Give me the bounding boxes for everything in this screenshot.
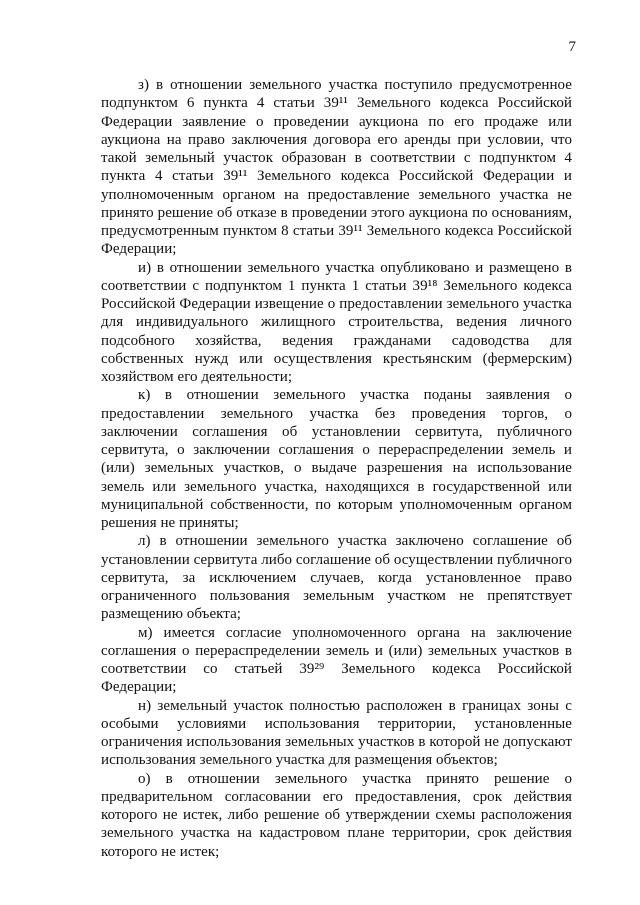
paragraph-n: н) земельный участок полностью расположен в границах зоны с особыми условиями использования территории, установленные ограничения использования земельных участков в которой не допускают использования земельного участка для размещения объектов;: [101, 697, 572, 769]
paragraph-z: з) в отношении земельного участка поступило предусмотренное подпунктом 6 пункта 4 статьи 39¹¹ Земельного кодекса Российской Федерации заявление о проведении аукциона по его продаже или аукциона на право заключения договора его аренды при условии, что такой земельный участок образован в соответствии с подпунктом 4 пункта 4 статьи 39¹¹ Земельного кодекса Российской Федерации и уполномоченным органом на предоставление земельного участка не принято решение об отказе в проведении этого аукциона по основаниям, предусмотренным пунктом 8 статьи 39¹¹ Земельного кодекса Российской Федерации;: [101, 77, 572, 258]
paragraph-m: м) имеется согласие уполномоченного органа на заключение соглашения о перераспределении земель и (или) земельных участков в соответствии со статьей 39²⁹ Земельного кодекса Российской Федерации;: [101, 624, 572, 696]
paragraph-k: к) в отношении земельного участка поданы заявления о предоставлении земельного участка без проведения торгов, о заключении соглашения об установлении сервитута, публичного сервитута, о заключении соглашения о перераспределении земель и (или) земельных участков, о выдаче разрешения на использование земель или земельного участка, находящихся в государственной или муниципальной собственности, по которым уполномоченным органом решения не приняты;: [101, 387, 572, 531]
paragraph-i: и) в отношении земельного участка опубликовано и размещено в соответствии с подпунктом 1 пункта 1 статьи 39¹⁸ Земельного кодекса Российской Федерации извещение о предоставлении земельного участка для индивидуального жилищного строительства, ведения личного подсобного хозяйства, ведения гражданами садоводства для собственных нужд или осуществления крестьянским (фермерским) хозяйством его деятельности;: [101, 259, 572, 385]
paragraph-o: о) в отношении земельного участка принято решение о предварительном согласовании его предоставления, срок действия которого не истек, либо решение об утверждении схемы расположения земельного участка на кадастровом плане территории, срок действия которого не истек;: [101, 770, 572, 860]
paragraph-l: л) в отношении земельного участка заключено соглашение об установлении сервитута либо соглашение об осуществлении публичного сервитута, за исключением случаев, когда установленное право ограниченного пользования земельным участком не препятствует размещению объекта;: [101, 533, 572, 623]
document-body: [101, 76, 572, 861]
page-number: 7: [568, 39, 576, 55]
